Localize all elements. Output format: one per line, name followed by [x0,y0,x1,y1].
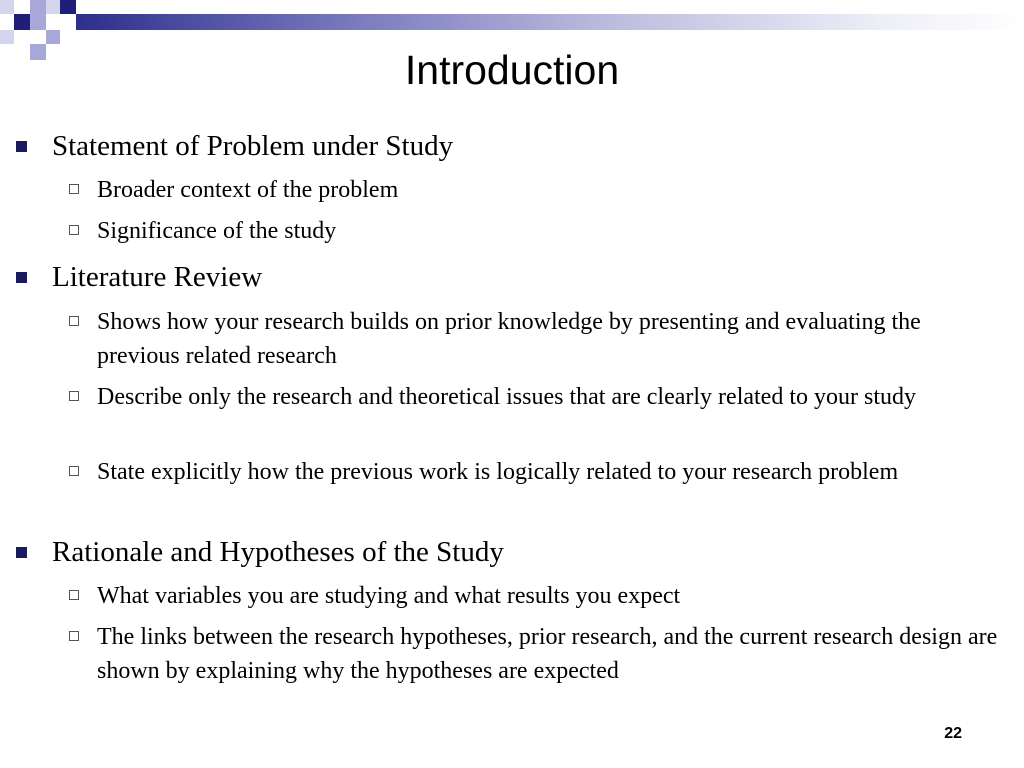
sub-bullet-item [97,455,1007,489]
bullet-heading: Statement of Problem under Study [52,130,454,162]
hollow-square-bullet-icon [69,631,79,641]
corner-square-decoration [46,0,60,14]
sub-bullet-text: Shows how your research builds on prior knowledge by presenting and evaluating the previous related research [97,309,921,369]
bullet-item [52,260,1002,294]
sub-bullet-item [97,214,1007,248]
sub-bullet-text: The links between the research hypotheses, prior research, and the current research design are shown by explaining why the hypotheses are expected [97,624,998,684]
slide-title: Introduction [404,47,620,93]
hollow-square-bullet-icon [69,590,79,600]
page-number: 22 [944,725,962,742]
square-bullet-icon [16,547,27,558]
hollow-square-bullet-icon [69,316,79,326]
sub-bullet-item [97,579,1007,613]
corner-square-decoration [0,0,14,14]
sub-bullet-text: State explicitly how the previous work is logically related to your research problem [97,459,899,485]
sub-bullet-text: Describe only the research and theoretical issues that are clearly related to your study [97,384,916,410]
sub-bullet-item [97,620,1007,688]
corner-square-decoration [14,14,30,30]
sub-bullet-item [97,305,1007,373]
bullet-heading: Rationale and Hypotheses of the Study [52,536,504,568]
corner-square-decoration [60,0,76,14]
square-bullet-icon [16,272,27,283]
sub-bullet-item [97,173,1007,207]
sub-bullet-text: What variables you are studying and what results you expect [97,583,681,609]
sub-bullet-text: Significance of the study [97,218,337,244]
hollow-square-bullet-icon [69,225,79,235]
hollow-square-bullet-icon [69,391,79,401]
sub-bullet-item [97,380,1007,414]
corner-square-decoration [0,30,14,44]
header-gradient-bar [76,14,1024,30]
hollow-square-bullet-icon [69,184,79,194]
bullet-heading: Literature Review [52,261,263,293]
hollow-square-bullet-icon [69,466,79,476]
corner-square-decoration [30,0,46,14]
bullet-item [52,129,1002,163]
corner-square-decoration [46,30,60,44]
sub-bullet-text: Broader context of the problem [97,177,399,203]
square-bullet-icon [16,141,27,152]
bullet-item [52,535,1002,569]
corner-square-decoration [30,14,46,30]
